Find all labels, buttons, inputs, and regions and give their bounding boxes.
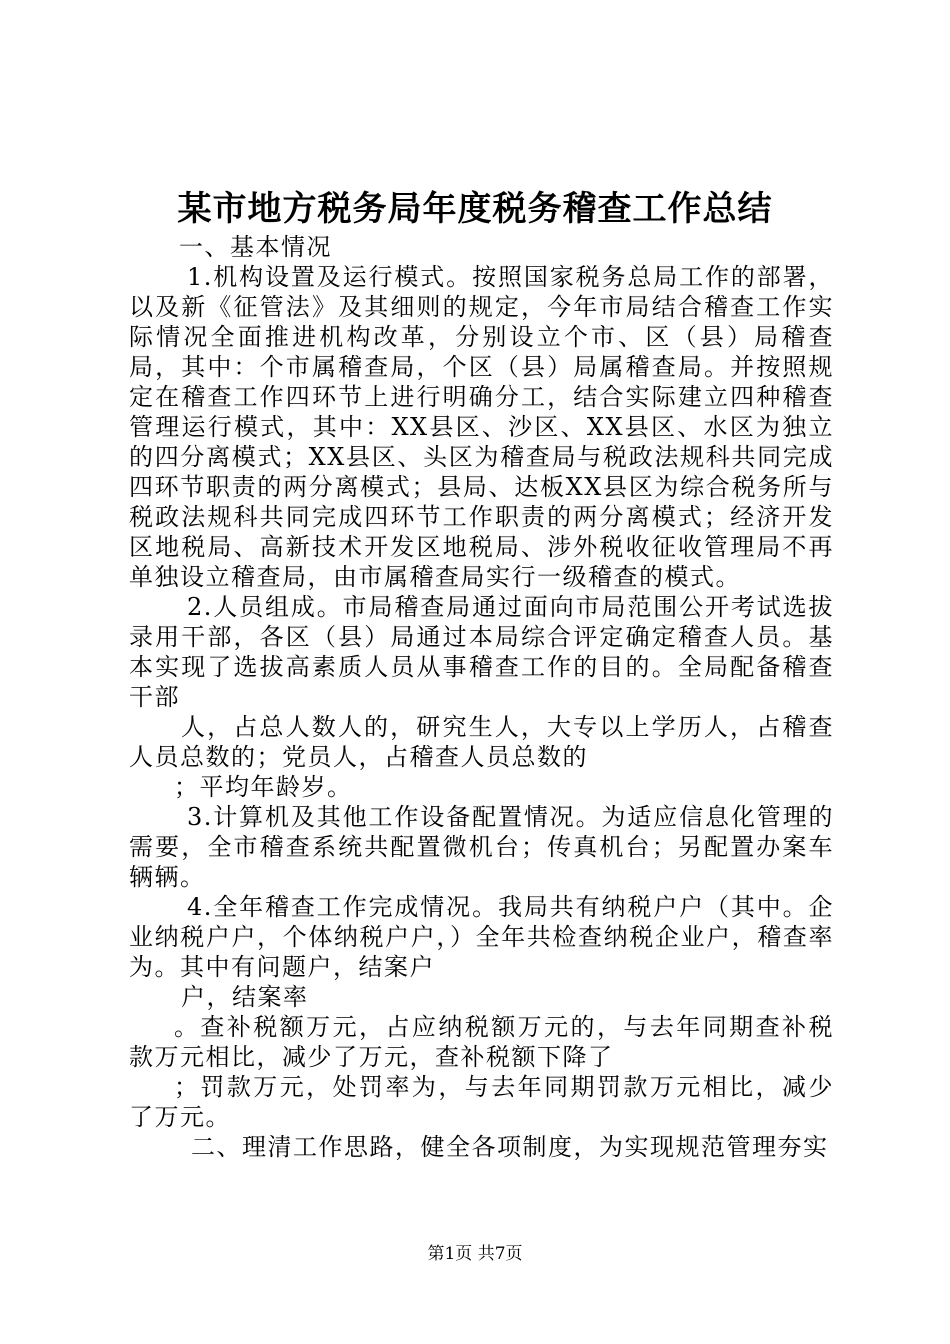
paragraph-annual-completion: 4.全年稽查工作完成情况。我局共有纳税户户（其中。企业纳税户户，个体纳税户户，）全年共检查纳税企业户，稽查率为。其中有问题户，结案户 xyxy=(129,893,834,981)
page-number-footer: 第1页 共7页 xyxy=(427,1244,523,1264)
paragraph-penalty: ；罚款万元，处罚率为，与去年同期罚款万元相比，减少了万元。 xyxy=(129,1073,834,1131)
paragraph-average-age: ；平均年龄岁。 xyxy=(174,773,353,801)
section-heading-work-ideas: 二、理清工作思路，健全各项制度，为实现规范管理夯实 xyxy=(191,1133,829,1161)
document-title: 某市地方税务局年度税务稽查工作总结 xyxy=(177,189,773,229)
paragraph-tax-supplement: 。查补税额万元，占应纳税额万元的，与去年同期查补税款万元相比，减少了万元，查补税额下降了 xyxy=(129,1013,834,1071)
paragraph-equipment-config: 3.计算机及其他工作设备配置情况。为适应信息化管理的需要，全市稽查系统共配置微机台；传真机台；另配置办案车辆辆。 xyxy=(129,803,834,891)
paragraph-case-closing-rate: 户，结案率 xyxy=(181,983,309,1011)
section-heading-basic-situation: 一、基本情况 xyxy=(179,233,332,261)
paragraph-personnel-composition: 2.人员组成。市局稽查局通过面向市局范围公开考试选拔录用干部，各区（县）局通过本局综合评定确定稽查人员。基本实现了选拔高素质人员从事稽查工作的目的。全局配备稽查干部 xyxy=(129,593,834,711)
document-body xyxy=(129,232,834,1162)
paragraph-personnel-statistics: 人，占总人数人的，研究生人，大专以上学历人，占稽查人员总数的；党员人，占稽查人员总数的 xyxy=(129,713,834,771)
paragraph-organization-setup: 1.机构设置及运行模式。按照国家税务总局工作的部署，以及新《征管法》及其细则的规定，今年市局结合稽查工作实际情况全面推进机构改革，分别设立个市、区（县）局稽查局，其中：个市属稽查局，个区（县）局属稽查局。并按照规定在稽查工作四环节上进行明确分工，结合实际建立四种稽查管理运行模式，其中：XX县区、沙区、XX县区、水区为独立的四分离模式；XX县区、头区为稽查局与税政法规科共同完成四环节职责的两分离模式；县局、达板XX县区为综合税务所与税政法规科共同完成四环节工作职责的两分离模式；经济开发区地税局、高新技术开发区地税局、涉外税收征收管理局不再单独设立稽查局，由市属稽查局实行一级稽查的模式。 xyxy=(129,263,834,591)
